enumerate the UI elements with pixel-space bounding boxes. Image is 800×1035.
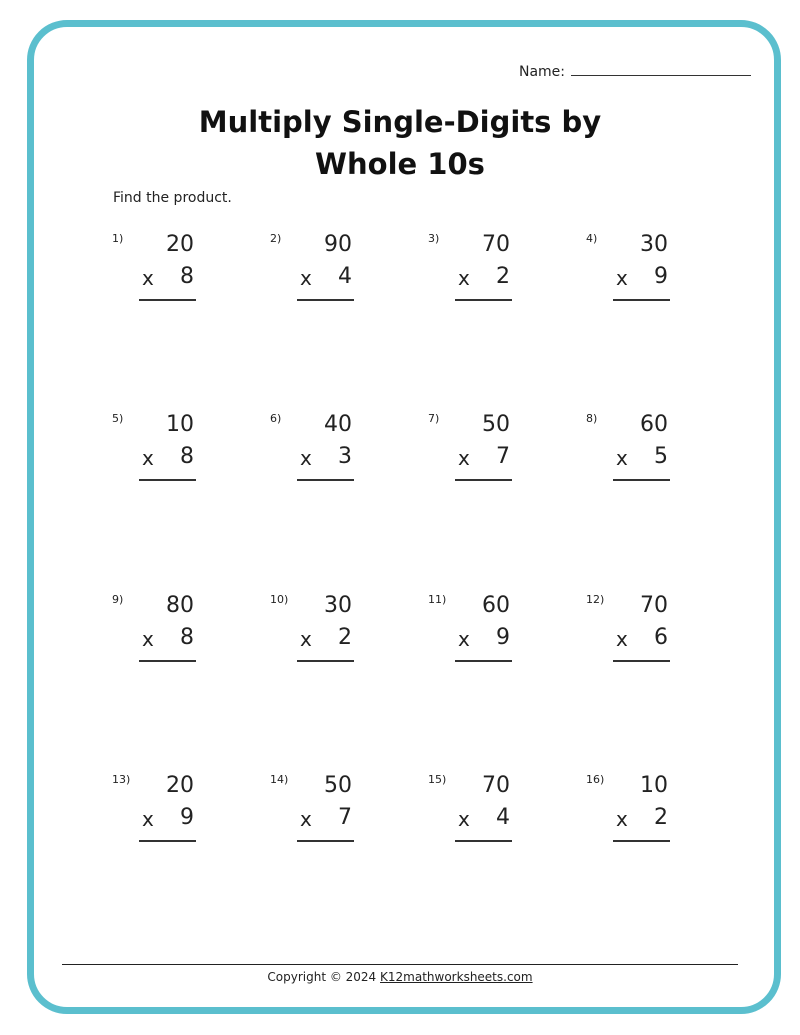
problem-5 [112, 412, 232, 502]
multiply-sign: x [616, 807, 628, 831]
answer-line[interactable] [139, 840, 196, 842]
answer-line[interactable] [297, 660, 354, 662]
problem-6 [270, 412, 390, 502]
multiply-sign: x [300, 627, 312, 651]
multiplier: 8 [180, 625, 194, 650]
multiplicand: 70 [482, 232, 510, 257]
answer-line[interactable] [613, 660, 670, 662]
multiplier: 6 [654, 625, 668, 650]
name-label: Name: [518, 64, 565, 80]
answer-line[interactable] [613, 840, 670, 842]
answer-line[interactable] [139, 660, 196, 662]
multiply-sign: x [142, 627, 154, 651]
multiplicand: 30 [640, 232, 668, 257]
answer-line[interactable] [455, 299, 512, 301]
problem-number: 5) [112, 412, 124, 425]
problem-10 [270, 593, 390, 683]
copyright [0, 970, 800, 984]
instructions: Find the product. [113, 190, 232, 206]
name-blank-line[interactable] [571, 61, 751, 76]
multiplicand: 70 [640, 593, 668, 618]
footer-divider [62, 964, 738, 965]
multiplicand: 60 [640, 412, 668, 437]
multiplier: 2 [496, 264, 510, 289]
problem-9 [112, 593, 232, 683]
problem-number: 2) [270, 232, 282, 245]
multiplicand: 80 [166, 593, 194, 618]
multiply-sign: x [616, 627, 628, 651]
problem-13 [112, 773, 232, 863]
multiplier: 4 [338, 264, 352, 289]
problem-number: 3) [428, 232, 440, 245]
page-title-line-2: Whole 10s [315, 147, 485, 181]
multiplier: 9 [654, 264, 668, 289]
problem-number: 6) [270, 412, 282, 425]
multiplier: 9 [496, 625, 510, 650]
multiplier: 8 [180, 264, 194, 289]
problem-number: 13) [112, 773, 131, 786]
name-field [519, 61, 751, 80]
multiply-sign: x [458, 266, 470, 290]
answer-line[interactable] [613, 479, 670, 481]
problem-2 [270, 232, 390, 322]
multiplicand: 10 [640, 773, 668, 798]
multiplicand: 10 [166, 412, 194, 437]
multiplier: 2 [654, 805, 668, 830]
problem-number: 14) [270, 773, 289, 786]
multiplier: 3 [338, 444, 352, 469]
multiplicand: 50 [324, 773, 352, 798]
multiply-sign: x [616, 446, 628, 470]
answer-line[interactable] [297, 479, 354, 481]
problem-number: 16) [586, 773, 605, 786]
page-title-line-1: Multiply Single-Digits by [198, 105, 602, 139]
multiplier: 9 [180, 805, 194, 830]
site-link[interactable]: K12mathworksheets.com [380, 970, 533, 984]
copyright-text: Copyright © 2024 [267, 970, 377, 984]
multiplier: 2 [338, 625, 352, 650]
multiplicand: 40 [324, 412, 352, 437]
problem-15 [428, 773, 548, 863]
problem-number: 10) [270, 593, 289, 606]
multiply-sign: x [616, 266, 628, 290]
answer-line[interactable] [139, 299, 196, 301]
answer-line[interactable] [139, 479, 196, 481]
multiply-sign: x [458, 446, 470, 470]
problem-number: 12) [586, 593, 605, 606]
problem-14 [270, 773, 390, 863]
multiply-sign: x [300, 266, 312, 290]
answer-line[interactable] [297, 840, 354, 842]
multiplicand: 30 [324, 593, 352, 618]
answer-line[interactable] [613, 299, 670, 301]
problem-number: 9) [112, 593, 124, 606]
multiplicand: 20 [166, 773, 194, 798]
multiplicand: 60 [482, 593, 510, 618]
multiply-sign: x [300, 446, 312, 470]
problem-number: 15) [428, 773, 447, 786]
multiply-sign: x [458, 807, 470, 831]
problem-8 [586, 412, 706, 502]
answer-line[interactable] [455, 660, 512, 662]
multiply-sign: x [300, 807, 312, 831]
multiplier: 7 [496, 444, 510, 469]
multiplicand: 90 [324, 232, 352, 257]
multiplicand: 70 [482, 773, 510, 798]
problem-number: 4) [586, 232, 598, 245]
problem-1 [112, 232, 232, 322]
multiplier: 4 [496, 805, 510, 830]
problem-4 [586, 232, 706, 322]
multiply-sign: x [458, 627, 470, 651]
problem-12 [586, 593, 706, 683]
multiplier: 7 [338, 805, 352, 830]
answer-line[interactable] [455, 840, 512, 842]
answer-line[interactable] [297, 299, 354, 301]
problem-number: 8) [586, 412, 598, 425]
multiplier: 8 [180, 444, 194, 469]
problem-number: 1) [112, 232, 124, 245]
problem-11 [428, 593, 548, 683]
multiplicand: 50 [482, 412, 510, 437]
problem-7 [428, 412, 548, 502]
multiply-sign: x [142, 266, 154, 290]
problem-number: 7) [428, 412, 440, 425]
multiply-sign: x [142, 807, 154, 831]
problem-number: 11) [428, 593, 447, 606]
multiplier: 5 [654, 444, 668, 469]
answer-line[interactable] [455, 479, 512, 481]
problem-3 [428, 232, 548, 322]
problem-16 [586, 773, 706, 863]
multiply-sign: x [142, 446, 154, 470]
multiplicand: 20 [166, 232, 194, 257]
